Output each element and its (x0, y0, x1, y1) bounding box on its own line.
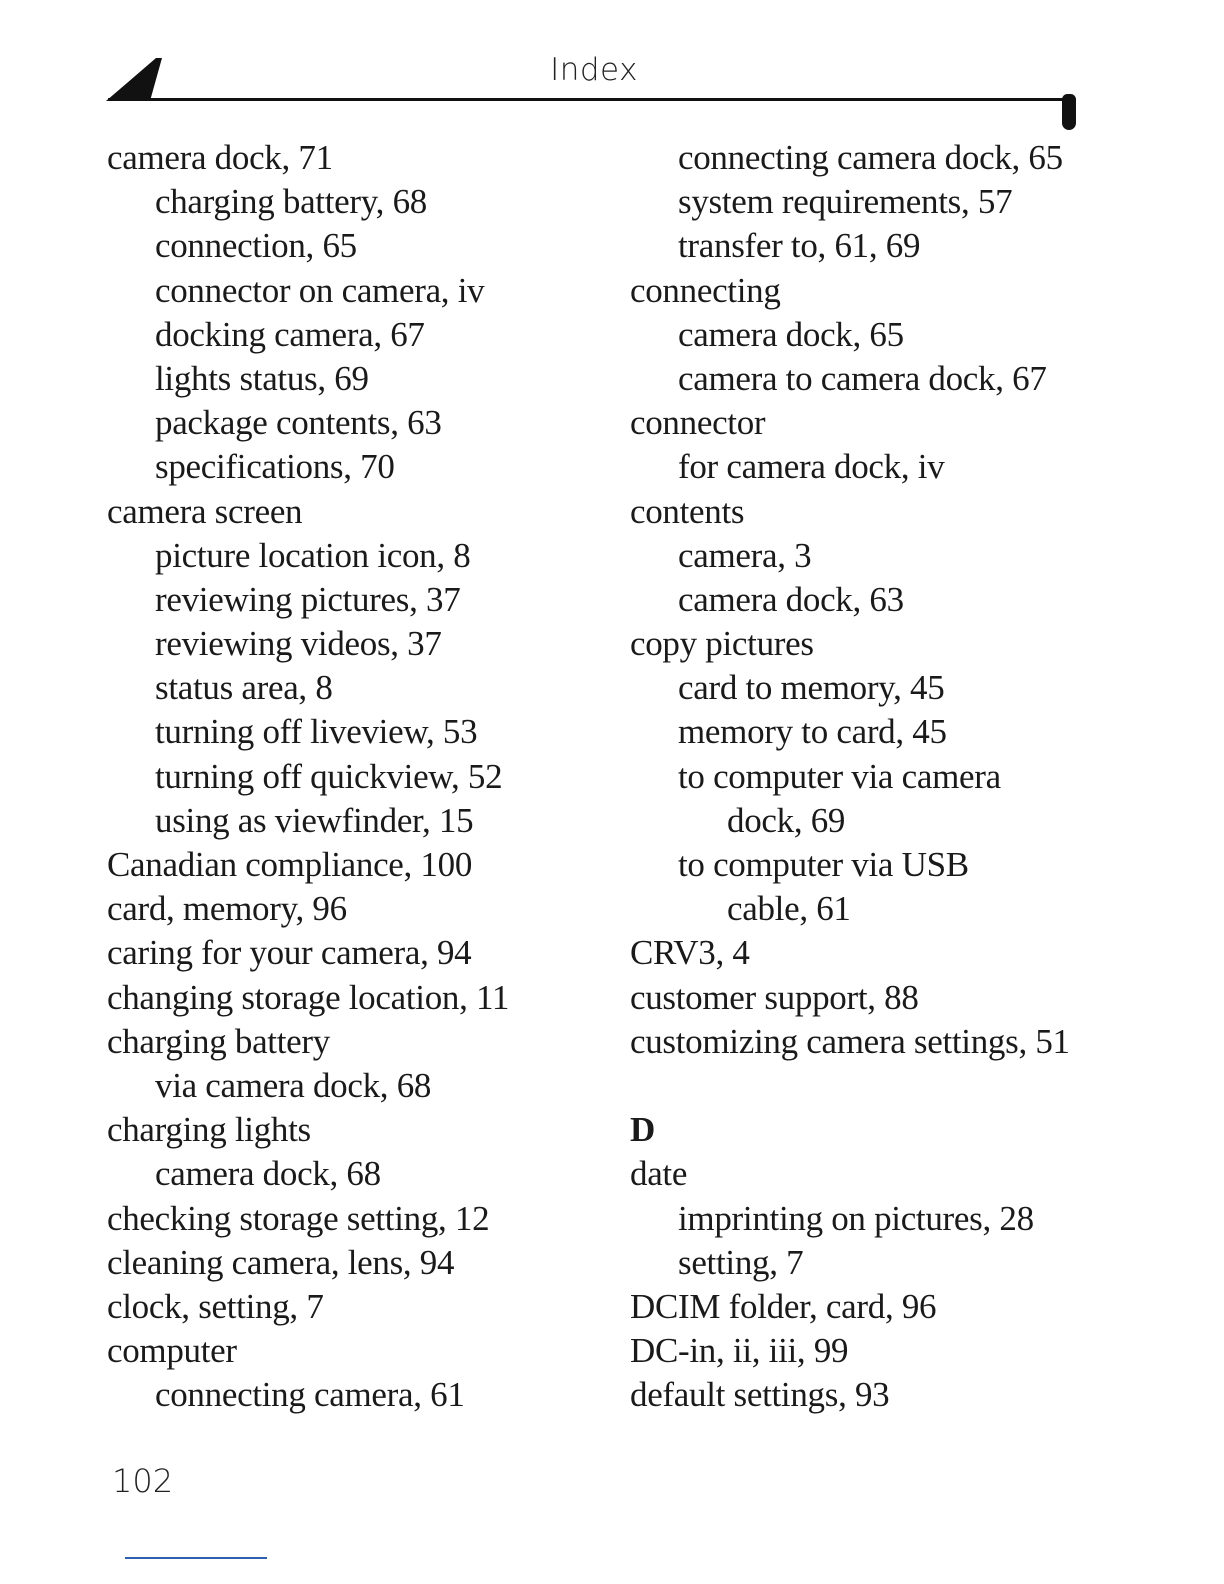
index-entry: charging battery (107, 1021, 330, 1061)
header-rule (108, 98, 1068, 101)
index-subentry: for camera dock, iv (678, 447, 945, 487)
index-subentry: camera, 3 (678, 535, 812, 575)
index-subentry: turning off liveview, 53 (155, 712, 478, 752)
running-header-title: Index (550, 52, 638, 88)
index-subentry: status area, 8 (155, 668, 333, 708)
index-subentry: to computer via USB (678, 845, 969, 884)
index-entry: changing storage location, 11 (107, 977, 510, 1017)
index-subentry: system requirements, 57 (678, 182, 1013, 222)
index-entry: clock, setting, 7 (107, 1286, 324, 1326)
index-entry: caring for your camera, 94 (107, 933, 472, 973)
index-entry: checking storage setting, 12 (107, 1198, 490, 1238)
index-entry: DC-in, ii, iii, 99 (630, 1331, 849, 1371)
index-subentry: connector on camera, iv (155, 270, 485, 310)
index-subentry: docking camera, 67 (155, 314, 425, 354)
index-entry: DCIM folder, card, 96 (630, 1286, 937, 1326)
index-subentry: via camera dock, 68 (155, 1065, 432, 1105)
index-entry: connecting (630, 270, 781, 310)
index-subentry: cable, 61 (727, 889, 851, 929)
index-subentry: card to memory, 45 (678, 668, 945, 708)
index-subentry: lights status, 69 (155, 358, 369, 398)
index-subentry: connecting camera dock, 65 (678, 138, 1063, 177)
index-entry: camera dock, 71 (107, 138, 333, 177)
index-entry: computer (107, 1331, 237, 1371)
footer-rule (125, 1557, 267, 1559)
index-subentry: reviewing pictures, 37 (155, 579, 461, 619)
index-subentry: imprinting on pictures, 28 (678, 1198, 1034, 1238)
index-entry: Canadian compliance, 100 (107, 845, 473, 884)
index-subentry: reviewing videos, 37 (155, 624, 442, 664)
index-subentry: transfer to, 61, 69 (678, 226, 921, 266)
index-entry: connector (630, 403, 766, 443)
index-subentry: camera dock, 65 (678, 314, 904, 354)
index-subentry: camera dock, 63 (678, 579, 904, 619)
index-subentry: to computer via camera (678, 756, 1001, 796)
index-subentry: memory to card, 45 (678, 712, 947, 752)
index-subentry: dock, 69 (727, 800, 846, 840)
section-gap (630, 1064, 1100, 1108)
section-letter-heading: D (630, 1110, 655, 1150)
index-subentry: camera dock, 68 (155, 1154, 381, 1194)
index-subentry: turning off quickview, 52 (155, 756, 503, 796)
page-number: 102 (112, 1462, 174, 1500)
index-entry: default settings, 93 (630, 1375, 890, 1415)
index-column-left (107, 136, 607, 1417)
index-entry: customer support, 88 (630, 977, 919, 1017)
index-entry: date (630, 1154, 688, 1194)
index-entry: camera screen (107, 491, 303, 531)
index-column-right (630, 136, 1100, 1417)
header-end-ornament (1062, 94, 1076, 130)
index-subentry: camera to camera dock, 67 (678, 358, 1047, 398)
index-entry: customizing camera settings, 51 (630, 1021, 1070, 1061)
index-entry: card, memory, 96 (107, 889, 347, 929)
index-entry: contents (630, 491, 745, 531)
index-subentry: using as viewfinder, 15 (155, 800, 474, 840)
index-subentry: package contents, 63 (155, 403, 442, 443)
index-subentry: specifications, 70 (155, 447, 395, 487)
index-subentry: connection, 65 (155, 226, 357, 266)
index-subentry: charging battery, 68 (155, 182, 427, 222)
index-entry: cleaning camera, lens, 94 (107, 1242, 455, 1282)
index-entry: charging lights (107, 1110, 311, 1150)
index-subentry: connecting camera, 61 (155, 1375, 465, 1415)
index-entry: copy pictures (630, 624, 814, 664)
index-subentry: setting, 7 (678, 1242, 804, 1282)
index-entry: CRV3, 4 (630, 933, 750, 973)
index-subentry: picture location icon, 8 (155, 535, 471, 575)
